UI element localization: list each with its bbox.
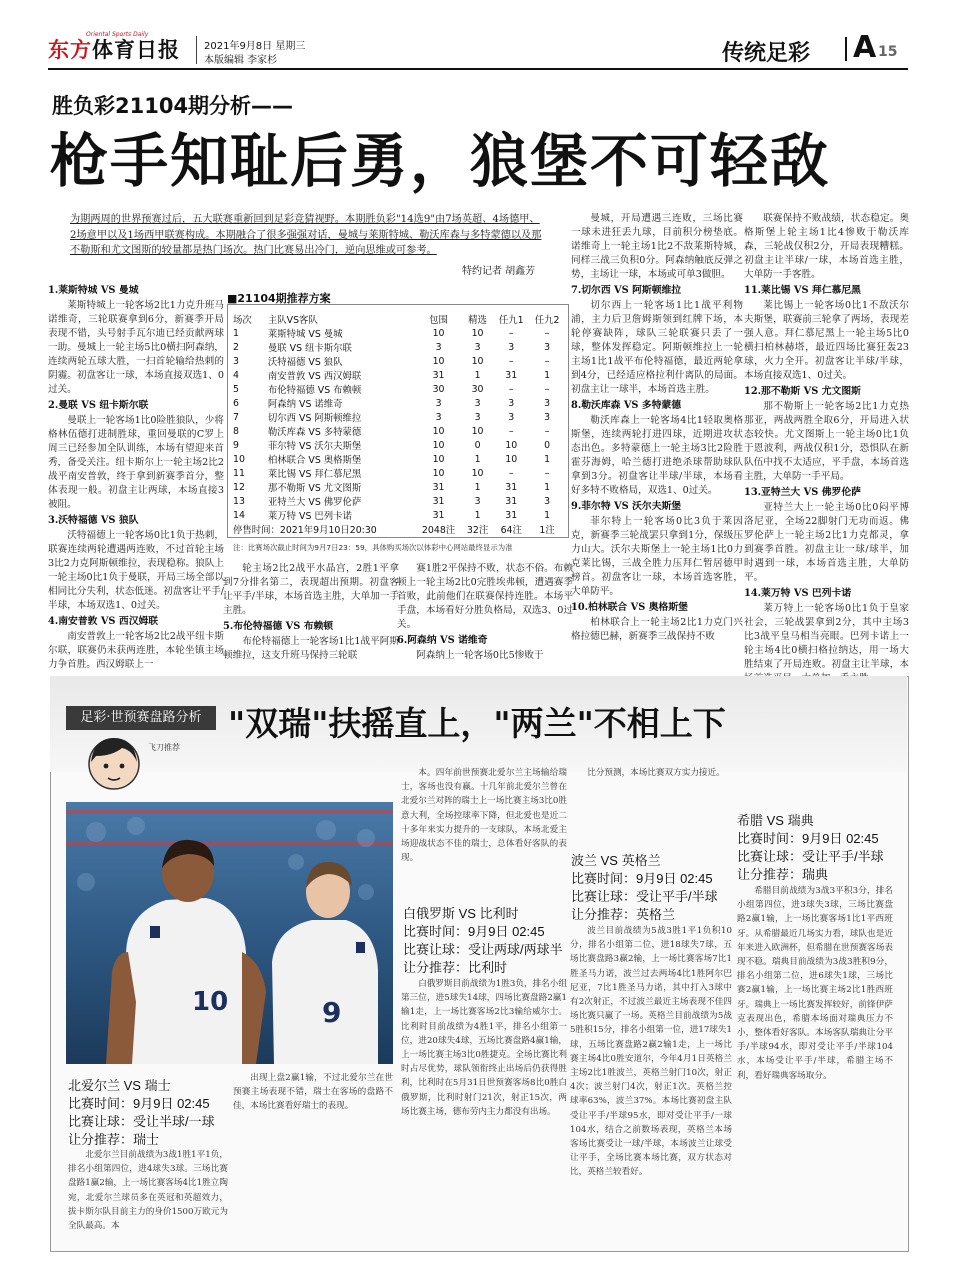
game-3-tip: 让分推荐：英格兰 bbox=[571, 907, 676, 922]
match-subheading: 13.亚特兰大 VS 佛罗伦萨 bbox=[744, 487, 861, 498]
match-number-cell: 8 bbox=[233, 425, 239, 437]
match-number-cell: 13 bbox=[233, 495, 245, 507]
table-row bbox=[231, 368, 565, 382]
pick-cell: 3 bbox=[474, 341, 481, 353]
game-3-text: 波兰目前战绩为5战3胜1平1负积10分，排名小组第二位，进18球失7球，五场比赛盘路3赢2输，上一场比赛客场7比1胜圣马力诺，波兰过去两场4比1胜阿尔巴尼亚，7比1胜圣马力诺，其中打入3球中有2次射正，不过波兰最近主场表现不佳四场比赛只赢了一场。英格兰目前战绩为5战5胜积15分，排名小组第一位，进17球失1球，五场比赛盘路2赢2输1走，上一场比赛主场4比0胜安道尔，今年4月1日英格兰主场2比1胜波兰，英格兰射门10次，射正4次；波兰射门4次，射正1次。英格兰控球率63%，波兰37%。本场比赛初盘主队受让平手/半球95水，即对受让平手/一球104水，结合之前数场表现，英格兰本场客场比赛受让一球/半球，本场波兰让球受让平手，全场比赛本场比赛，双方状态对比，英格兰较看好。 bbox=[570, 926, 732, 1178]
match-analysis-text: 沃特福德上一轮客场0比1负于热刺，联赛连续两轮遭遇两连败，不过首轮主场3比2力克阿斯顿维拉，表现稳称。狼队上一轮主场0比1负于曼联，开局三场全部以相同比分失利，状态低迷。初盘客让平手/半球，本场双选1、0过关。 bbox=[48, 530, 224, 611]
table-row bbox=[231, 424, 565, 438]
game-1-tip: 让分推荐：瑞士 bbox=[68, 1132, 160, 1147]
author-avatar-icon bbox=[88, 734, 140, 792]
game-2-odds: 比赛让球：受让两球/两球半 bbox=[403, 942, 563, 957]
section-title: 传统足彩 bbox=[722, 41, 811, 66]
table-header-cell: 任九1 bbox=[498, 315, 524, 326]
match-number-cell: 14 bbox=[233, 509, 245, 521]
pick-cell: 1 bbox=[474, 509, 481, 521]
column-4-sections bbox=[571, 284, 743, 644]
match-subheading: 10.柏林联合 VS 奥格斯堡 bbox=[571, 602, 688, 613]
match-number-cell: 5 bbox=[233, 383, 239, 395]
article-byline: 特约记者 胡鑫芳 bbox=[462, 266, 536, 277]
pick-cell: 3 bbox=[544, 411, 551, 423]
match-name-cell: 亚特兰大 VS 佛罗伦萨 bbox=[267, 497, 362, 508]
game-2-time: 比赛时间：9月9日 02:45 bbox=[403, 924, 545, 939]
table-header-row bbox=[231, 312, 565, 326]
pick-cell: 31 bbox=[432, 481, 445, 493]
match-number-cell: 6 bbox=[233, 397, 239, 409]
table-header-cell: 场次 bbox=[233, 315, 252, 326]
pick-cell: 10 bbox=[471, 355, 484, 367]
pick-cell: 1 bbox=[544, 509, 551, 521]
match-name-cell: 南安普敦 VS 西汉姆联 bbox=[267, 371, 362, 382]
pick-cell: 3 bbox=[544, 341, 551, 353]
table-footer-cell: 32注 bbox=[466, 525, 489, 536]
pick-cell: – bbox=[544, 355, 550, 367]
match-name-cell: 布伦特福德 VS 布赖顿 bbox=[267, 385, 362, 396]
match-subheading: 1.莱斯特城 VS 曼城 bbox=[48, 285, 139, 296]
match-subheading: 8.勒沃库森 VS 多特蒙德 bbox=[571, 400, 682, 411]
table-footer-row bbox=[231, 522, 565, 536]
match-name-cell: 莱比锡 VS 拜仁慕尼黑 bbox=[267, 469, 362, 480]
article-lead bbox=[70, 212, 542, 259]
pick-cell: – bbox=[508, 327, 514, 339]
article-column-5 bbox=[744, 212, 909, 686]
pick-cell: 1 bbox=[544, 453, 551, 465]
match-analysis-text: 亚特兰大上一轮主场0比0闷平博洛尼亚，全场22脚射门无功而返。佛罗伦萨上一轮主场2比1力克都灵，拿到赛季首胜。初盘主让一球/球半，加时遇到一球，本场首选主胜，大单防平。 bbox=[744, 502, 909, 583]
match-subheading: 5.布伦特福德 VS 布赖顿 bbox=[223, 621, 334, 632]
pick-cell: 1 bbox=[544, 481, 551, 493]
pick-cell: 10 bbox=[432, 453, 445, 465]
article-kicker: 胜负彩21104期分析—— bbox=[52, 94, 294, 118]
match-subheading: 14.莱万特 VS 巴列卡诺 bbox=[744, 588, 852, 599]
pick-cell: 10 bbox=[471, 467, 484, 479]
table-row bbox=[231, 438, 565, 452]
game-2-header bbox=[403, 905, 569, 977]
players-celebration-photo bbox=[66, 802, 393, 1064]
pick-cell: 10 bbox=[471, 327, 484, 339]
feature-column-b-text: 比分预测，本场比赛双方实力接近。 bbox=[587, 768, 725, 778]
match-number-cell: 12 bbox=[233, 481, 245, 493]
pick-cell: 3 bbox=[474, 397, 481, 409]
game-1-match: 北爱尔兰 VS 瑞士 bbox=[68, 1078, 171, 1093]
column-5-text: 联赛保持不败战绩，状态稳定。奥格斯堡上轮主场1比4惨败于勒沃库森，三轮战仅积2分，开局表现糟糕。初盘主让半球/一球，本场首选主胜，大单防一手客胜。 bbox=[744, 213, 909, 280]
top-rule bbox=[48, 68, 908, 70]
game-2-match: 白俄罗斯 VS 比利时 bbox=[403, 906, 519, 921]
pick-cell: – bbox=[508, 425, 514, 437]
pick-cell: – bbox=[508, 383, 514, 395]
table-header-cell: 包围 bbox=[429, 315, 448, 326]
column-3-text: 赛1胜2平保持不败，状态不俗。布赖顿上一轮主场2比0完胜埃弗顿，遭遇赛季首败，此前他们在联赛保持连胜。本场平手盘，本场看好分胜负格局，双选3、0过关。 bbox=[397, 563, 573, 630]
feature-column-b-intro bbox=[570, 766, 732, 780]
pick-cell: 1 bbox=[474, 369, 481, 381]
game-4-match: 希腊 VS 瑞典 bbox=[737, 813, 814, 828]
scheme-table bbox=[231, 312, 565, 536]
game-3-header bbox=[571, 852, 733, 924]
pick-cell: – bbox=[508, 467, 514, 479]
game-4-odds: 比赛让球：受让平手/半球 bbox=[737, 849, 884, 864]
pick-cell: 0 bbox=[544, 439, 551, 451]
match-subheading: 6.阿森纳 VS 诺维奇 bbox=[397, 635, 488, 646]
pick-cell: 3 bbox=[435, 411, 442, 423]
match-subheading: 7.切尔西 VS 阿斯顿维拉 bbox=[571, 285, 682, 296]
article-column-1 bbox=[48, 282, 224, 672]
pick-cell: 10 bbox=[471, 425, 484, 437]
game-4-text: 希腊目前战绩为3战3平积3分，排名小组第四位，进3球失3球，三场比赛盘路2赢1输，上一场比赛客场1比1平西班牙。从希腊最近几场实力看，球队也是近年来进入欧洲杯，但希腊在世预赛客场表现不稳。瑞典目前战绩为3战3胜积9分，排名小组第二位，进6球失1球，三场比赛2赢1输，上一场比赛主场2比1胜西班牙。瑞典上一场比赛发挥较好，前锋伊萨克表现出色，希腊本场面对瑞典压力不小，整体看好客队。本场客队瑞典让分平手/半球94水，即对受让平手/半球104水，本场受让平手/半球，希腊主场不利，看好瑞典客场取分。 bbox=[737, 886, 893, 1081]
pick-cell: 31 bbox=[432, 509, 445, 521]
column-3-sections bbox=[397, 634, 573, 663]
match-number-cell: 7 bbox=[233, 411, 239, 423]
match-name-cell: 菲尔特 VS 沃尔夫斯堡 bbox=[267, 441, 362, 452]
column-5-sections bbox=[744, 284, 909, 686]
table-row bbox=[231, 466, 565, 480]
match-analysis-text: 菲尔特上一轮客场0比3负于莱因克，新赛季三轮战罢只拿到1分，保级压力山大。沃尔夫斯堡上一轮主场1比0力克莱比锡，三战全胜力压拜仁暂居德甲榜首。初盘客让一球，本场首选客胜，大单防平。 bbox=[571, 516, 743, 597]
table-row bbox=[231, 508, 565, 522]
pick-cell: 10 bbox=[505, 439, 518, 451]
pick-cell: 10 bbox=[432, 355, 445, 367]
pick-cell: 1 bbox=[474, 453, 481, 465]
match-analysis-text: 莱斯特城上一轮客场2比1力克升班马诺维奇，三轮联赛拿到6分，新赛季开局表现不错，头号射手瓦尔迪已经贡献两球一助。曼城上一轮主场5比0横扫阿森纳，连续两轮五球大胜，一扫首轮输给热刺的阴霾。初盘客让一球，本场直接双选1、0过关。 bbox=[48, 300, 224, 395]
feature-tag: 足彩·世预赛盘路分析 bbox=[66, 706, 216, 730]
pick-cell: 31 bbox=[505, 369, 518, 381]
table-footer-cell: 1注 bbox=[539, 525, 555, 536]
pick-cell: 3 bbox=[544, 397, 551, 409]
pick-cell: – bbox=[544, 327, 550, 339]
pick-cell: 3 bbox=[508, 397, 515, 409]
pick-cell: 31 bbox=[505, 495, 518, 507]
column-2-sections bbox=[223, 620, 399, 663]
pick-cell: 0 bbox=[474, 439, 481, 451]
match-analysis-text: 曼联上一轮客场1比0险胜狼队，少将格林伍德打进制胜球，重回曼联的C罗上周三已经参加全队训练，本场有望迎来首秀，备受关注。纽卡斯尔上一轮主场2比2战平南安普敦，终于拿到新赛季首分，整体表现一般。初盘主让两球，本场直接3被阻。 bbox=[48, 415, 224, 510]
table-row bbox=[231, 410, 565, 424]
article-column-4 bbox=[571, 212, 743, 644]
pick-cell: 1 bbox=[474, 481, 481, 493]
lead-text: 为期两周的世界预赛过后，五大联赛重新回到足彩竞猜视野。本期胜负彩"14选9"由7场英超、4场德甲、2场意甲以及1场西甲联赛构成。本期融合了很多强强对话，曼城与莱斯特城、勒沃库森与多特蒙德以及那不勒斯和尤文图斯的较量都是热门场次。热门比赛易出冷门，逆向思维或可参考。 bbox=[70, 214, 542, 256]
issue-date: 2021年9月8日 星期三 bbox=[204, 41, 306, 52]
match-name-cell: 那不勒斯 VS 尤文图斯 bbox=[267, 483, 362, 494]
pick-cell: 31 bbox=[505, 509, 518, 521]
match-analysis-text: 切尔西上一轮客场1比1战平利物浦，主力后卫詹姆斯领到红牌下场，本轮停赛缺阵，球队三轮联赛只丢了一球，整体发挥稳定。阿斯顿维拉上一轮主场1比1战平布伦特福德，最近两轮拿到4分，已经适应格拉利什离队的局面。初盘主让一球半，本场首选主胜。 bbox=[571, 300, 743, 395]
stop-sale-time: 停售时间：2021年9月10日20:30 bbox=[233, 525, 377, 536]
match-name-cell: 曼联 VS 纽卡斯尔联 bbox=[267, 343, 352, 354]
pick-cell: 10 bbox=[432, 327, 445, 339]
match-name-cell: 沃特福德 VS 狼队 bbox=[267, 357, 343, 368]
pick-cell: 31 bbox=[432, 369, 445, 381]
pick-cell: 3 bbox=[508, 411, 515, 423]
feature-title: "双瑞"扶摇直上，"两兰"不相上下 bbox=[228, 704, 726, 743]
match-name-cell: 莱斯特城 VS 曼城 bbox=[267, 329, 343, 340]
article-column-2 bbox=[223, 562, 399, 663]
match-subheading: 12.那不勒斯 VS 尤文图斯 bbox=[744, 386, 861, 397]
match-subheading: 3.沃特福德 VS 狼队 bbox=[48, 515, 139, 526]
pick-cell: 31 bbox=[505, 481, 518, 493]
game-4-header bbox=[737, 812, 893, 884]
pick-cell: 10 bbox=[505, 453, 518, 465]
match-number-cell: 3 bbox=[233, 355, 239, 367]
pick-cell: 3 bbox=[544, 495, 551, 507]
scheme-table-body bbox=[231, 326, 565, 522]
shirt-number-10: 10 bbox=[192, 987, 229, 1017]
game-3-odds: 比赛让球：受让平手/半球 bbox=[571, 889, 718, 904]
match-number-cell: 11 bbox=[233, 467, 245, 479]
game-2-text: 白俄罗斯目前战绩为1胜3负，排名小组第三位，进5球失14球，四场比赛盘路2赢1输1走，上一场比赛客场2比3输给威尔士。比利时目前战绩为4胜1平，排名小组第一位，进20球失4球，五场比赛盘路4赢1输，上一场比赛主场3比0胜捷克。全场比赛比利时占尽优势，球队领衔终止出场后仍获得胜利，比利时在5月31日世预赛客场8比0胜白俄罗斯，比利时射门21次，射正15次，两场比赛主场，德布劳内主力都没有出场。 bbox=[401, 979, 567, 1117]
pick-cell: 31 bbox=[432, 495, 445, 507]
match-number-cell: 10 bbox=[233, 453, 245, 465]
page-editor: 本版编辑 李家杉 bbox=[204, 55, 278, 66]
feature-author: 飞刀推荐 bbox=[148, 743, 180, 752]
feature-column-a-intro bbox=[401, 766, 567, 865]
table-header-cell: 主队VS客队 bbox=[267, 315, 318, 326]
match-analysis-text: 那不勒斯上一轮客场2比1力克热那亚，两战两胜全取6分，开局进入状态较快。尤文图斯上一轮主场0比1负于恩波利，两战仅积1分，恐惧队在新队伍中找不太适应，平手盘，本场首选主胜，大单防一手平局。 bbox=[744, 401, 909, 482]
game-1-continued-text: 出现上盘2赢1输，不过北爱尔兰在世预赛主场表现不错，瑞士在客场的盘路不佳，本场比赛看好瑞士的表现。 bbox=[233, 1073, 393, 1112]
scheme-table-box bbox=[227, 290, 569, 540]
feature-column-a-text: 本。四年前世预赛北爱尔兰主场输给瑞士，客场也没有赢。十几年前北爱尔兰曾在北爱尔兰对阵的瑞士上一场比赛主场3比0胜意大利，全场控球率下降，但北爱也是近二十多年来实力提升的一支球队，本场北爱主场迎战状态不佳的瑞士，总体看好客队的表现。 bbox=[401, 768, 567, 864]
table-row bbox=[231, 354, 565, 368]
game-1-header bbox=[68, 1077, 228, 1149]
pick-cell: 1 bbox=[544, 369, 551, 381]
match-name-cell: 勒沃库森 VS 多特蒙德 bbox=[267, 427, 362, 438]
page-letter: A bbox=[853, 30, 877, 65]
table-row bbox=[231, 396, 565, 410]
pick-cell: – bbox=[544, 467, 550, 479]
game-4-body bbox=[737, 884, 893, 1083]
pick-cell: 3 bbox=[474, 495, 481, 507]
table-row bbox=[231, 326, 565, 340]
game-1-body-continued bbox=[233, 1071, 393, 1114]
game-2-body bbox=[401, 977, 567, 1119]
pick-cell: 3 bbox=[474, 411, 481, 423]
table-footer-cell: 2048注 bbox=[421, 525, 456, 536]
table-row bbox=[231, 494, 565, 508]
table-header-cell: 任九2 bbox=[534, 315, 560, 326]
pick-cell: – bbox=[508, 355, 514, 367]
pick-cell: 3 bbox=[508, 341, 515, 353]
match-analysis-text: 柏林联合上一轮主场2比1力克门兴格拉德巴赫，新赛季三战保持不败 bbox=[571, 617, 743, 642]
match-name-cell: 柏林联合 VS 奥格斯堡 bbox=[267, 455, 362, 466]
match-subheading: 4.南安普敦 VS 西汉姆联 bbox=[48, 616, 159, 627]
match-analysis-text: 布伦特福德上一轮客场1比1战平阿斯顿维拉，这支升班马保持三轮联 bbox=[223, 636, 399, 661]
match-subheading: 9.菲尔特 VS 沃尔夫斯堡 bbox=[571, 501, 682, 512]
match-analysis-text: 莱万特上一轮客场0比1负于皇家社会，三轮战罢拿到2分，其中主场3比3战平皇马相当亮眼。巴列卡诺上一轮主场4比0横扫格拉纳达，用一场大胜结束了开局连败。初盘主让半球，本 bbox=[744, 603, 909, 670]
scheme-table-title: ■21104期推荐方案 bbox=[227, 292, 331, 305]
pick-cell: 3 bbox=[435, 397, 442, 409]
column-4-text: 曼城，开局遭遇三连败，三场比赛一球未进狂丢九球，目前积分榜垫底。诺维奇上一轮主场1比2不敌莱斯特城，同样三战三负积0分。阿森纳触底反弹之势，主场让一球，本场或可单3做胆。 bbox=[571, 213, 743, 280]
pick-cell: – bbox=[544, 383, 550, 395]
newspaper-logo: 东方体育日报 bbox=[48, 38, 180, 62]
game-1-body bbox=[68, 1148, 228, 1233]
pick-cell: – bbox=[544, 425, 550, 437]
game-1-text: 北爱尔兰目前战绩为3战1胜1平1负，排名小组第四位，进4球失3球。三场比赛盘路1赢2输，上一场比赛客场4比1胜立陶宛，北爱尔兰球员多在英冠和英超效力，拔卡斯尔队目前主力的身价1500万欧元为全队最高。本 bbox=[68, 1150, 228, 1232]
game-2-tip: 让分推荐：比利时 bbox=[403, 960, 508, 975]
shirt-number-9: 9 bbox=[322, 996, 342, 1029]
pick-cell: 10 bbox=[432, 439, 445, 451]
pick-cell: 30 bbox=[432, 383, 445, 395]
match-name-cell: 莱万特 VS 巴列卡诺 bbox=[267, 511, 352, 522]
match-number-cell: 9 bbox=[233, 439, 239, 451]
game-4-tip: 让分推荐：瑞典 bbox=[737, 867, 829, 882]
pick-cell: 10 bbox=[432, 425, 445, 437]
column-2-text: 轮主场2比2战平水晶宫，2胜1平拿到7分排名第二，表现超出预期。初盘客让平手/半球，本场首选主胜，大单加一手主胜。 bbox=[223, 563, 399, 616]
game-3-body bbox=[570, 924, 732, 1180]
article-headline: 枪手知耻后勇，狼堡不可轻敌 bbox=[50, 127, 831, 195]
table-row bbox=[231, 382, 565, 396]
match-number-cell: 4 bbox=[233, 369, 239, 381]
match-analysis-text: 阿森纳上一轮客场0比5惨败于 bbox=[416, 650, 544, 661]
section-divider bbox=[845, 37, 847, 61]
newspaper-logo-english: Oriental Sports Daily bbox=[86, 31, 149, 38]
game-1-odds: 比赛让球：受让半球/一球 bbox=[68, 1114, 215, 1129]
match-analysis-text: 勒沃库森上一轮客场4比1轻取奥格斯堡，连续两轮打进四球，近期进攻状态出色。多特蒙德上一轮主场3比2险胜霍芬海姆，哈兰德打进绝杀球帮助球队拿到3分。初盘客让半球/半球，本场看好多特不败格局，双选1、0过关。 bbox=[571, 415, 743, 496]
match-analysis-text: 莱比锡上一轮客场0比1不敌沃尔夫斯堡，联赛前三轮拿了两场，表现差强人意。拜仁慕尼黑上一轮主场5比0横扫柏林赫塔，最近四场比赛狂轰23球，火力全开。初盘客让半球/半球，本场直接双选1、0过关。 bbox=[744, 300, 909, 381]
table-note: 注：比赛场次截止时间为9月7日23：59，具体购买场次以体彩中心网站最终显示为准 bbox=[233, 543, 513, 552]
pick-cell: 3 bbox=[435, 341, 442, 353]
match-number-cell: 2 bbox=[233, 341, 239, 353]
masthead-divider bbox=[196, 36, 197, 64]
game-3-match: 波兰 VS 英格兰 bbox=[571, 853, 661, 868]
table-footer-cell: 64注 bbox=[500, 525, 522, 536]
table-header-cell: 精选 bbox=[468, 315, 487, 326]
match-name-cell: 切尔西 VS 阿斯顿维拉 bbox=[267, 413, 362, 424]
game-1-time: 比赛时间：9月9日 02:45 bbox=[68, 1096, 210, 1111]
match-analysis-text: 南安普敦上一轮客场2比2战平纽卡斯尔联，联赛仍未获两连胜，本轮坐镇主场力争首胜。西汉姆联上一 bbox=[48, 631, 224, 670]
pick-cell: 30 bbox=[471, 383, 484, 395]
table-row bbox=[231, 452, 565, 466]
page-number: 15 bbox=[878, 44, 898, 60]
match-name-cell: 阿森纳 VS 诺维奇 bbox=[267, 399, 343, 410]
pick-cell: 10 bbox=[432, 467, 445, 479]
match-subheading: 11.莱比锡 VS 拜仁慕尼黑 bbox=[744, 285, 861, 296]
match-subheading: 2.曼联 VS 纽卡斯尔联 bbox=[48, 400, 149, 411]
table-row bbox=[231, 480, 565, 494]
table-row bbox=[231, 340, 565, 354]
game-4-time: 比赛时间：9月9日 02:45 bbox=[737, 831, 879, 846]
game-3-time: 比赛时间：9月9日 02:45 bbox=[571, 871, 713, 886]
article-column-3 bbox=[397, 562, 573, 663]
match-number-cell: 1 bbox=[233, 327, 239, 339]
